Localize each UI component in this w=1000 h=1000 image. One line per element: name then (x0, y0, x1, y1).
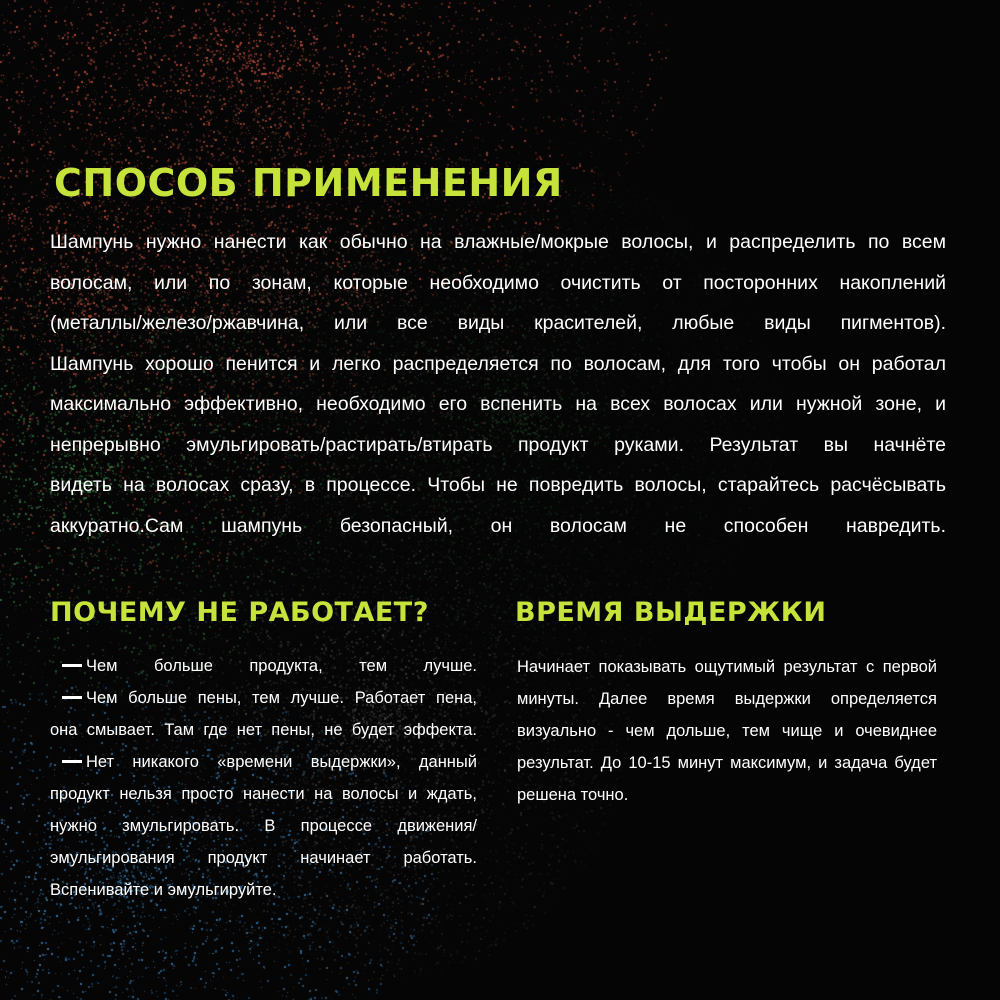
why-line: эмульгирования продукт начинает работать. (50, 849, 477, 867)
time-title: ВРЕМЯ ВЫДЕРЖКИ (515, 597, 827, 628)
why-line: нужно змульгировать. В процессе движения/ (50, 817, 477, 835)
why-line: Чем больше продукта, тем лучше. (86, 657, 477, 675)
method-line: Шампунь хорошо пенится и легко распределяется по волосам, для того чтобы он работал (50, 352, 946, 375)
method-line: волосам, или по зонам, которые необходимо очистить от посторонних накоплений (50, 271, 946, 294)
method-line: Шампунь нужно нанести как обычно на влажные/мокрые волосы, и распределить по всем (50, 231, 946, 253)
why-line: Чем больше пены, тем лучше. Работает пена, (86, 689, 477, 707)
dash-icon (62, 760, 82, 763)
time-line: результат. До 10-15 минут максимум, и задача будет (517, 754, 937, 772)
method-title: СПОСОБ ПРИМЕНЕНИЯ (54, 161, 563, 205)
why-line: она смывает. Там где нет пены, не будет эффекта. (50, 721, 477, 739)
method-line: непрерывно эмульгировать/растирать/втирать продукт руками. Результат вы начнёте (50, 433, 946, 456)
why-line: Вспенивайте и эмульгируйте. (50, 881, 277, 899)
why-bullet (50, 682, 477, 714)
method-line: видеть на волосах сразу, в процессе. Чтобы не повредить волосы, старайтесь расчёсывать (50, 474, 946, 496)
why-bullet (50, 746, 477, 778)
time-line: визуально - чем дольше, тем чище и очевиднее (517, 722, 937, 740)
method-line: максимально эффективно, необходимо его вспенить на всех волосах или нужной зоне, и (50, 393, 946, 415)
method-line: (металлы/железо/ржавчина, или все виды красителей, любые виды пигментов). (50, 312, 946, 334)
why-text (50, 650, 477, 906)
time-line: решена точно. (517, 786, 629, 804)
why-title: ПОЧЕМУ НЕ РАБОТАЕТ? (50, 597, 429, 628)
why-line: Нет никакого «времени выдержки», данный (86, 753, 477, 771)
time-text (517, 651, 937, 811)
why-bullet (50, 650, 477, 682)
time-line: Начинает показывать ощутимый результат с первой (517, 658, 937, 676)
dash-icon (62, 696, 82, 699)
why-line: продукт нельзя просто нанести на волосы и ждать, (50, 785, 477, 803)
method-text (50, 222, 946, 546)
method-line: аккуратно.Сам шампунь безопасный, он волосам не способен навредить. (50, 514, 946, 537)
time-line: минуты. Далее время выдержки определяется (517, 690, 937, 708)
dash-icon (62, 664, 82, 667)
